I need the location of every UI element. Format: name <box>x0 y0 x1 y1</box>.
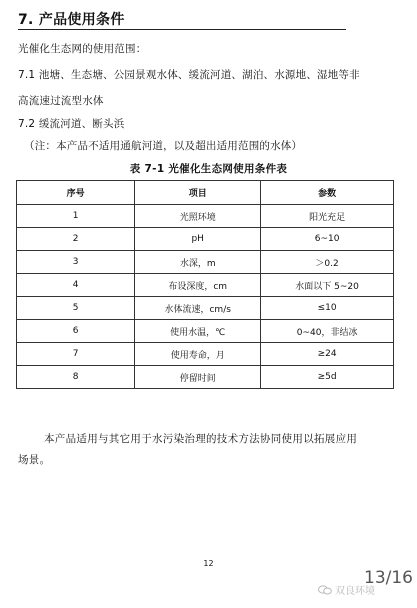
cell-parameter: ≥5d <box>261 366 394 389</box>
slide-counter: 13/16 <box>364 568 413 588</box>
conditions-table <box>16 180 394 389</box>
cell-parameter: ≤10 <box>261 297 394 320</box>
table-row <box>17 320 394 343</box>
table-row <box>17 366 394 389</box>
cell-index: 1 <box>17 205 135 228</box>
cell-item: 水深，m <box>135 251 261 274</box>
cell-index: 6 <box>17 320 135 343</box>
wechat-icon <box>318 585 332 595</box>
table-row <box>17 343 394 366</box>
closing-paragraph <box>18 429 358 471</box>
usage-note: （注：本产品不适用通航河道，以及超出适用范围的水体） <box>24 140 303 152</box>
cell-item: 布设深度，cm <box>135 274 261 297</box>
cell-index: 5 <box>17 297 135 320</box>
cell-parameter: 阳光充足 <box>261 205 394 228</box>
watermark <box>318 582 375 597</box>
cell-item: pH <box>135 228 261 251</box>
section-heading: 7. 产品使用条件 <box>18 12 125 28</box>
table-row <box>17 274 394 297</box>
cell-index: 2 <box>17 228 135 251</box>
header-parameter: 参数 <box>261 181 394 205</box>
cell-parameter: ≥24 <box>261 343 394 366</box>
cell-item: 水体流速，cm/s <box>135 297 261 320</box>
watermark-text: 双良环境 <box>335 586 375 597</box>
scope-item-7-1-line1: 7.1 池塘、生态塘、公园景观水体、缓流河道、湖泊、水源地、湿地等非 <box>18 69 360 81</box>
cell-index: 8 <box>17 366 135 389</box>
cell-parameter: 6~10 <box>261 228 394 251</box>
closing-text: 本产品适用与其它用于水污染治理的技术方法协同使用以拓展应用场景。 <box>18 433 358 466</box>
heading-underline <box>18 29 346 30</box>
scope-intro: 光催化生态网的使用范围： <box>18 43 147 55</box>
table-row <box>17 297 394 320</box>
cell-item: 使用寿命，月 <box>135 343 261 366</box>
table-title: 表 7-1 光催化生态网使用条件表 <box>129 163 288 175</box>
header-item: 项目 <box>135 181 261 205</box>
cell-item: 使用水温，℃ <box>135 320 261 343</box>
page-number: 12 <box>203 559 214 568</box>
table-row <box>17 228 394 251</box>
cell-parameter: 0~40，非结冰 <box>261 320 394 343</box>
cell-index: 4 <box>17 274 135 297</box>
scope-item-7-1-line2: 高流速过流型水体 <box>18 95 104 107</box>
cell-parameter: 水面以下 5~20 <box>261 274 394 297</box>
cell-item: 光照环境 <box>135 205 261 228</box>
table-header-row <box>17 181 394 205</box>
table-row <box>17 251 394 274</box>
header-index: 序号 <box>17 181 135 205</box>
scope-item-7-2: 7.2 缓流河道、断头浜 <box>18 118 125 130</box>
cell-item: 停留时间 <box>135 366 261 389</box>
cell-parameter: ＞0.2 <box>261 251 394 274</box>
table-row <box>17 205 394 228</box>
cell-index: 7 <box>17 343 135 366</box>
cell-index: 3 <box>17 251 135 274</box>
